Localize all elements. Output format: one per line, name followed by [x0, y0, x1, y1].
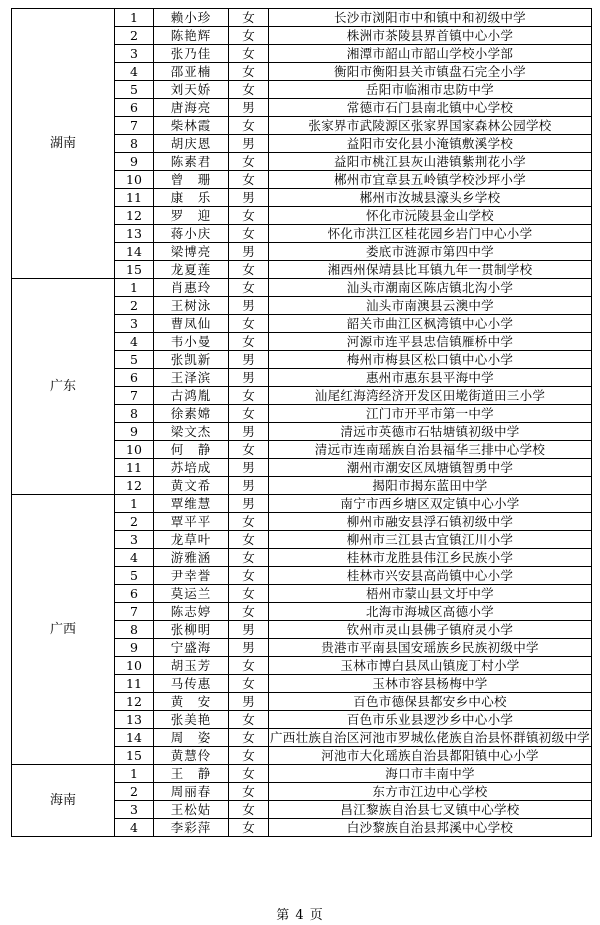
- school-cell: 揭阳市揭东蓝田中学: [269, 477, 592, 495]
- gender-cell: 女: [229, 567, 269, 585]
- school-cell: 潮州市潮安区凤塘镇智勇中学: [269, 459, 592, 477]
- teacher-name-cell: 陈素君: [154, 153, 229, 171]
- school-cell: 北海市海城区高德小学: [269, 603, 592, 621]
- school-cell: 韶关市曲江区枫湾镇中心小学: [269, 315, 592, 333]
- gender-cell: 男: [229, 351, 269, 369]
- teacher-name-cell: 周丽春: [154, 783, 229, 801]
- teacher-name-cell: 陈志婷: [154, 603, 229, 621]
- gender-cell: 女: [229, 585, 269, 603]
- row-number-cell: 12: [115, 693, 154, 711]
- teacher-name-cell: 康 乐: [154, 189, 229, 207]
- gender-cell: 女: [229, 171, 269, 189]
- school-cell: 广西壮族自治区河池市罗城仫佬族自治县怀群镇初级中学: [269, 729, 590, 745]
- school-cell: 株洲市茶陵县界首镇中心小学: [269, 27, 592, 45]
- region-cell: 广西: [12, 495, 115, 765]
- teacher-name-cell: 龙草叶: [154, 531, 229, 549]
- school-cell: 梧州市蒙山县文圩中学: [269, 585, 592, 603]
- school-cell: 玉林市博白县凤山镇庞丁村小学: [269, 657, 592, 675]
- row-number-cell: 2: [115, 513, 154, 531]
- school-cell: 常德市石门县南北镇中心学校: [269, 99, 592, 117]
- gender-cell: 女: [229, 9, 269, 27]
- row-number-cell: 7: [115, 387, 154, 405]
- school-cell: 岳阳市临湘市忠防中学: [269, 81, 592, 99]
- teacher-name-cell: 张柳明: [154, 621, 229, 639]
- gender-cell: 女: [229, 315, 269, 333]
- gender-cell: 女: [229, 207, 269, 225]
- gender-cell: 女: [229, 261, 269, 279]
- school-cell: 张家界市武陵源区张家界国家森林公园学校: [269, 117, 592, 135]
- gender-cell: 女: [229, 27, 269, 45]
- school-cell: 桂林市龙胜县伟江乡民族小学: [269, 549, 592, 567]
- gender-cell: 女: [229, 225, 269, 243]
- row-number-cell: 1: [115, 279, 154, 297]
- row-number-cell: 11: [115, 459, 154, 477]
- gender-cell: 女: [229, 765, 269, 783]
- row-number-cell: 7: [115, 603, 154, 621]
- row-number-cell: 10: [115, 441, 154, 459]
- row-number-cell: 13: [115, 711, 154, 729]
- gender-cell: 女: [229, 711, 269, 729]
- school-cell: 梅州市梅县区松口镇中心小学: [269, 351, 592, 369]
- teacher-name-cell: 李彩萍: [154, 819, 229, 837]
- row-number-cell: 5: [115, 351, 154, 369]
- teacher-name-cell: 黄文希: [154, 477, 229, 495]
- region-cell: 海南: [12, 765, 115, 837]
- teacher-name-cell: 刘天娇: [154, 81, 229, 99]
- teacher-name-cell: 古鸿胤: [154, 387, 229, 405]
- gender-cell: 男: [229, 693, 269, 711]
- row-number-cell: 8: [115, 405, 154, 423]
- gender-cell: 女: [229, 387, 269, 405]
- gender-cell: 女: [229, 801, 269, 819]
- teacher-name-cell: 蒋小庆: [154, 225, 229, 243]
- row-number-cell: 6: [115, 585, 154, 603]
- row-number-cell: 6: [115, 99, 154, 117]
- row-number-cell: 15: [115, 747, 154, 765]
- row-number-cell: 1: [115, 765, 154, 783]
- row-number-cell: 2: [115, 297, 154, 315]
- row-number-cell: 6: [115, 369, 154, 387]
- school-cell: 江门市开平市第一中学: [269, 405, 592, 423]
- teacher-name-cell: 游雅涵: [154, 549, 229, 567]
- school-cell: 怀化市洪江区桂花园乡岩门中心小学: [269, 225, 592, 243]
- school-cell: 湘西州保靖县比耳镇九年一贯制学校: [269, 261, 592, 279]
- teacher-name-cell: 黄慧伶: [154, 747, 229, 765]
- teacher-name-cell: 何 静: [154, 441, 229, 459]
- region-cell: 广东: [12, 279, 115, 495]
- gender-cell: 女: [229, 45, 269, 63]
- school-cell: 清远市英德市石牯塘镇初级中学: [269, 423, 592, 441]
- row-number-cell: 3: [115, 531, 154, 549]
- teacher-name-cell: 王松姑: [154, 801, 229, 819]
- row-number-cell: 3: [115, 45, 154, 63]
- school-cell: 郴州市汝城县濠头乡学校: [269, 189, 592, 207]
- row-number-cell: 9: [115, 423, 154, 441]
- row-number-cell: 10: [115, 171, 154, 189]
- gender-cell: 女: [229, 531, 269, 549]
- teacher-name-cell: 梁博亮: [154, 243, 229, 261]
- table-row: [12, 495, 592, 513]
- gender-cell: 女: [229, 549, 269, 567]
- gender-cell: 男: [229, 189, 269, 207]
- roster-body: [12, 9, 592, 837]
- gender-cell: 女: [229, 279, 269, 297]
- row-number-cell: 3: [115, 315, 154, 333]
- school-cell: 南宁市西乡塘区双定镇中心小学: [269, 495, 592, 513]
- teacher-name-cell: 王树泳: [154, 297, 229, 315]
- gender-cell: 男: [229, 297, 269, 315]
- school-cell: 百色市乐业县逻沙乡中心小学: [269, 711, 592, 729]
- gender-cell: 女: [229, 675, 269, 693]
- school-cell: 怀化市沅陵县金山学校: [269, 207, 592, 225]
- school-cell: 长沙市浏阳市中和镇中和初级中学: [269, 9, 592, 27]
- gender-cell: 男: [229, 459, 269, 477]
- teacher-name-cell: 梁文杰: [154, 423, 229, 441]
- teacher-name-cell: 王泽滨: [154, 369, 229, 387]
- gender-cell: 女: [229, 153, 269, 171]
- row-number-cell: 12: [115, 207, 154, 225]
- gender-cell: 女: [229, 441, 269, 459]
- teacher-name-cell: 黄 安: [154, 693, 229, 711]
- teacher-name-cell: 柴林霞: [154, 117, 229, 135]
- gender-cell: 男: [229, 639, 269, 657]
- teacher-name-cell: 胡庆恩: [154, 135, 229, 153]
- teacher-name-cell: 王 静: [154, 765, 229, 783]
- school-cell: 百色市德保县都安乡中心校: [269, 693, 592, 711]
- row-number-cell: 12: [115, 477, 154, 495]
- teacher-name-cell: 陈艳辉: [154, 27, 229, 45]
- school-cell: 柳州市三江县古宜镇江川小学: [269, 531, 592, 549]
- row-number-cell: 2: [115, 783, 154, 801]
- school-cell: 衡阳市衡阳县关市镇盘石完全小学: [269, 63, 592, 81]
- row-number-cell: 2: [115, 27, 154, 45]
- gender-cell: 女: [229, 513, 269, 531]
- teacher-name-cell: 邵亚楠: [154, 63, 229, 81]
- row-number-cell: 4: [115, 333, 154, 351]
- teacher-name-cell: 唐海亮: [154, 99, 229, 117]
- gender-cell: 女: [229, 747, 269, 765]
- school-cell: 海口市丰南中学: [269, 765, 592, 783]
- gender-cell: 女: [229, 117, 269, 135]
- teacher-name-cell: 曾 珊: [154, 171, 229, 189]
- row-number-cell: 11: [115, 189, 154, 207]
- school-cell: 益阳市安化县小淹镇敷溪学校: [269, 135, 592, 153]
- teacher-name-cell: 罗 迎: [154, 207, 229, 225]
- row-number-cell: 4: [115, 63, 154, 81]
- teacher-name-cell: 莫运兰: [154, 585, 229, 603]
- row-number-cell: 5: [115, 81, 154, 99]
- school-cell: 桂林市兴安县高尚镇中心小学: [269, 567, 592, 585]
- row-number-cell: 4: [115, 549, 154, 567]
- row-number-cell: 10: [115, 657, 154, 675]
- teacher-name-cell: 龙夏莲: [154, 261, 229, 279]
- school-cell: 河源市连平县忠信镇雁桥中学: [269, 333, 592, 351]
- page-number: 第 4 页: [276, 908, 324, 923]
- school-cell: 玉林市容县杨梅中学: [269, 675, 592, 693]
- teacher-name-cell: 宁盛海: [154, 639, 229, 657]
- teacher-name-cell: 徐素嫦: [154, 405, 229, 423]
- school-cell: 湘潭市韶山市韶山学校小学部: [269, 45, 592, 63]
- row-number-cell: 14: [115, 243, 154, 261]
- row-number-cell: 8: [115, 135, 154, 153]
- gender-cell: 男: [229, 99, 269, 117]
- row-number-cell: 15: [115, 261, 154, 279]
- gender-cell: 女: [229, 405, 269, 423]
- teacher-name-cell: 覃平平: [154, 513, 229, 531]
- row-number-cell: 3: [115, 801, 154, 819]
- gender-cell: 男: [229, 423, 269, 441]
- school-cell: 柳州市融安县浮石镇初级中学: [269, 513, 592, 531]
- gender-cell: 男: [229, 477, 269, 495]
- school-cell: 汕尾红海湾经济开发区田墘街道田三小学: [269, 387, 592, 405]
- teacher-name-cell: 覃维慧: [154, 495, 229, 513]
- gender-cell: 女: [229, 729, 269, 747]
- gender-cell: 女: [229, 819, 269, 837]
- school-cell: 河池市大化瑶族自治县都阳镇中心小学: [269, 747, 592, 765]
- row-number-cell: 8: [115, 621, 154, 639]
- table-row: [12, 765, 592, 783]
- table-row: [12, 9, 592, 27]
- gender-cell: 女: [229, 63, 269, 81]
- row-number-cell: 1: [115, 9, 154, 27]
- table-row: [12, 279, 592, 297]
- teacher-name-cell: 尹幸誉: [154, 567, 229, 585]
- teacher-name-cell: 韦小曼: [154, 333, 229, 351]
- school-cell: 清远市连南瑶族自治县福华三排中心学校: [269, 441, 592, 459]
- gender-cell: 女: [229, 657, 269, 675]
- school-cell: 白沙黎族自治县邦溪中心学校: [269, 819, 592, 837]
- row-number-cell: 9: [115, 639, 154, 657]
- school-cell: 娄底市涟源市第四中学: [269, 243, 592, 261]
- teacher-name-cell: 张乃佳: [154, 45, 229, 63]
- teacher-name-cell: 胡玉芳: [154, 657, 229, 675]
- row-number-cell: 11: [115, 675, 154, 693]
- school-cell: 汕头市潮南区陈店镇北沟小学: [269, 279, 592, 297]
- school-cell: 东方市江边中心学校: [269, 783, 592, 801]
- gender-cell: 女: [229, 783, 269, 801]
- school-cell: 汕头市南澳县云澳中学: [269, 297, 592, 315]
- row-number-cell: 4: [115, 819, 154, 837]
- row-number-cell: 7: [115, 117, 154, 135]
- teacher-name-cell: 赖小珍: [154, 9, 229, 27]
- region-cell: 湖南: [12, 9, 115, 279]
- school-cell: 益阳市桃江县灰山港镇紫荆花小学: [269, 153, 592, 171]
- gender-cell: 女: [229, 81, 269, 99]
- school-cell: 惠州市惠东县平海中学: [269, 369, 592, 387]
- teacher-name-cell: 苏培成: [154, 459, 229, 477]
- teacher-name-cell: 张凯新: [154, 351, 229, 369]
- school-cell: 郴州市宜章县五岭镇学校沙坪小学: [269, 171, 592, 189]
- gender-cell: 男: [229, 621, 269, 639]
- row-number-cell: 9: [115, 153, 154, 171]
- teacher-name-cell: 张美艳: [154, 711, 229, 729]
- teacher-roster-table: [11, 8, 592, 837]
- gender-cell: 男: [229, 495, 269, 513]
- teacher-name-cell: 马传惠: [154, 675, 229, 693]
- school-cell: 贵港市平南县国安瑶族乡民族初级中学: [269, 639, 592, 657]
- school-cell: 钦州市灵山县佛子镇府灵小学: [269, 621, 592, 639]
- gender-cell: 男: [229, 369, 269, 387]
- school-cell: 昌江黎族自治县七叉镇中心学校: [269, 801, 592, 819]
- row-number-cell: 14: [115, 729, 154, 747]
- gender-cell: 女: [229, 333, 269, 351]
- teacher-name-cell: 肖惠玲: [154, 279, 229, 297]
- row-number-cell: 1: [115, 495, 154, 513]
- teacher-name-cell: 曹凤仙: [154, 315, 229, 333]
- teacher-name-cell: 周 姿: [154, 729, 229, 747]
- gender-cell: 男: [229, 243, 269, 261]
- gender-cell: 男: [229, 135, 269, 153]
- gender-cell: 女: [229, 603, 269, 621]
- row-number-cell: 5: [115, 567, 154, 585]
- row-number-cell: 13: [115, 225, 154, 243]
